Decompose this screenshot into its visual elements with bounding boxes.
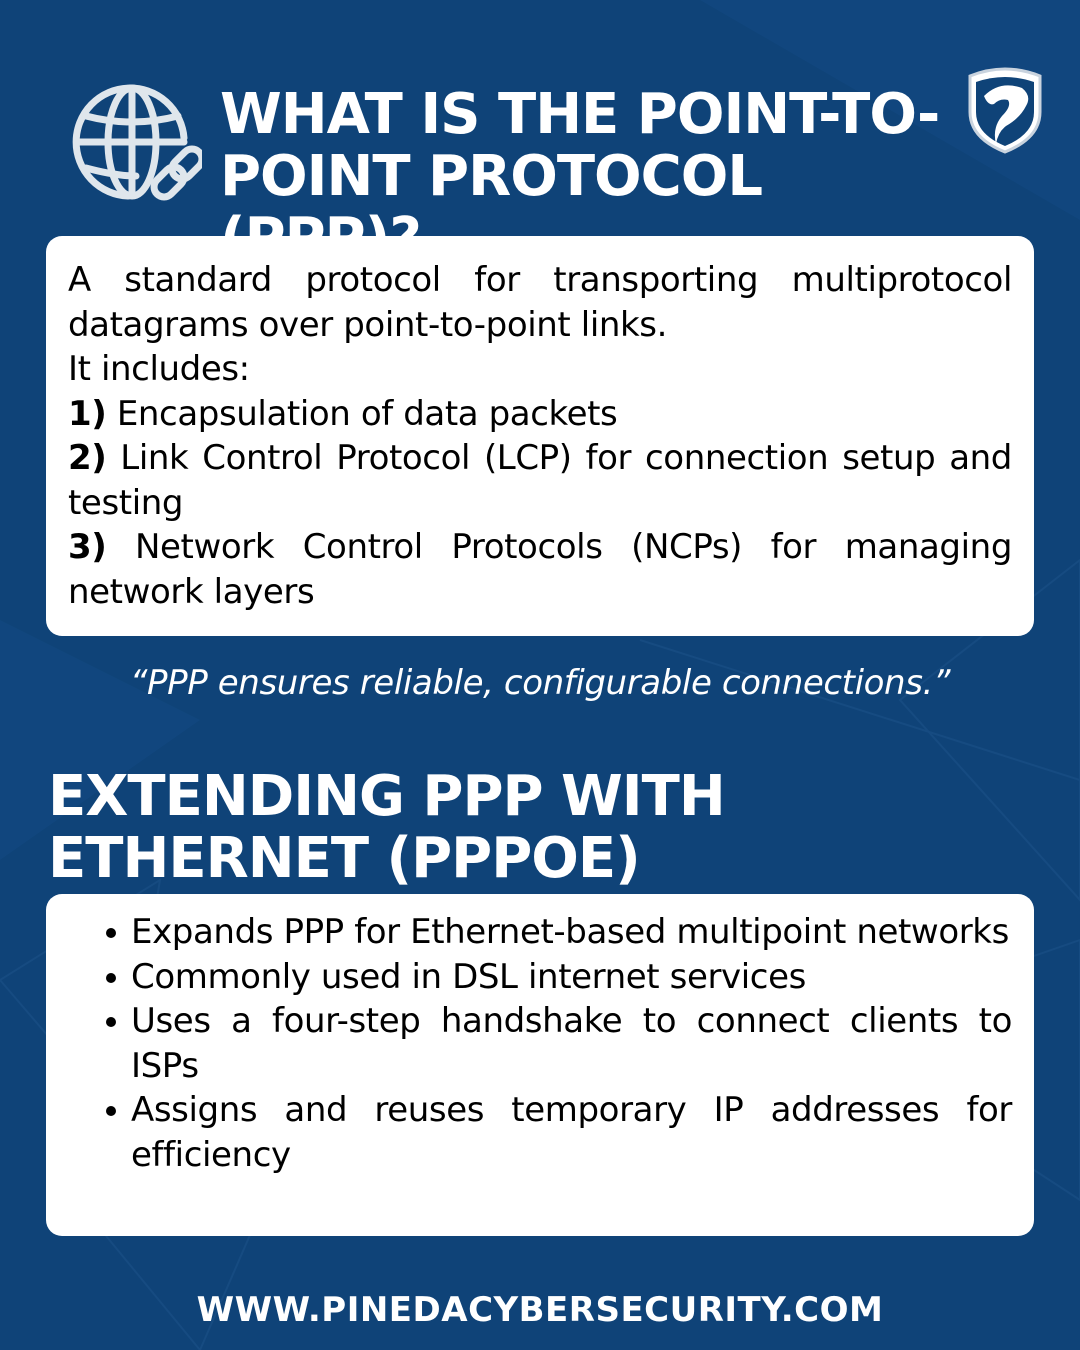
bullet-icon (106, 973, 116, 983)
shield-eagle-logo-icon (966, 66, 1044, 154)
includes-label: It includes: (68, 349, 250, 389)
ppp-definition-card (46, 236, 1034, 636)
item-number: 3) (68, 527, 107, 567)
pppoe-card (46, 894, 1034, 1236)
bullet-icon (106, 1017, 116, 1027)
item-2 (68, 438, 1012, 523)
globe-link-icon (66, 76, 202, 212)
item-3 (68, 527, 1012, 612)
list-item (106, 910, 1012, 955)
item-number: 2) (68, 438, 107, 478)
definition-text (68, 258, 1012, 614)
page-title: WHAT IS THE POINT-TO-POINT PROTOCOL (220, 82, 940, 209)
website-url: WWW.PINEDACYBERSECURITY.COM (196, 1290, 884, 1330)
list-item-text: Commonly used in DSL internet services (131, 956, 806, 997)
item-number: 1) (68, 393, 107, 434)
list-item (106, 955, 1012, 1000)
list-item-text: Assigns and reuses temporary IP addresses for efficiency (131, 1090, 1012, 1175)
list-item-text: Uses a four-step handshake to connect clients to ISPs (131, 1001, 1012, 1086)
bullet-icon (106, 1106, 116, 1116)
item-text: Encapsulation of data packets (106, 393, 618, 434)
intro-text: A standard protocol for transporting multiprotocol datagrams over point-to-point links. (68, 260, 1012, 345)
list-item-text: Expands PPP for Ethernet-based multipoint networks (131, 912, 1009, 952)
item-1 (68, 394, 617, 434)
section-title-pppoe: EXTENDING PPP WITH ETHERNET (PPPOE) (48, 764, 725, 891)
item-text: Link Control Protocol (LCP) for connection setup and testing (68, 438, 1012, 523)
list-item (106, 1088, 1012, 1177)
item-text: Network Control Protocols (NCPs) for managing network layers (68, 527, 1012, 612)
bullet-icon (106, 928, 116, 938)
list-item (106, 999, 1012, 1088)
pppoe-bullet-list (106, 910, 1012, 1177)
quote-text: “PPP ensures reliable, configurable connections.” (129, 663, 951, 703)
